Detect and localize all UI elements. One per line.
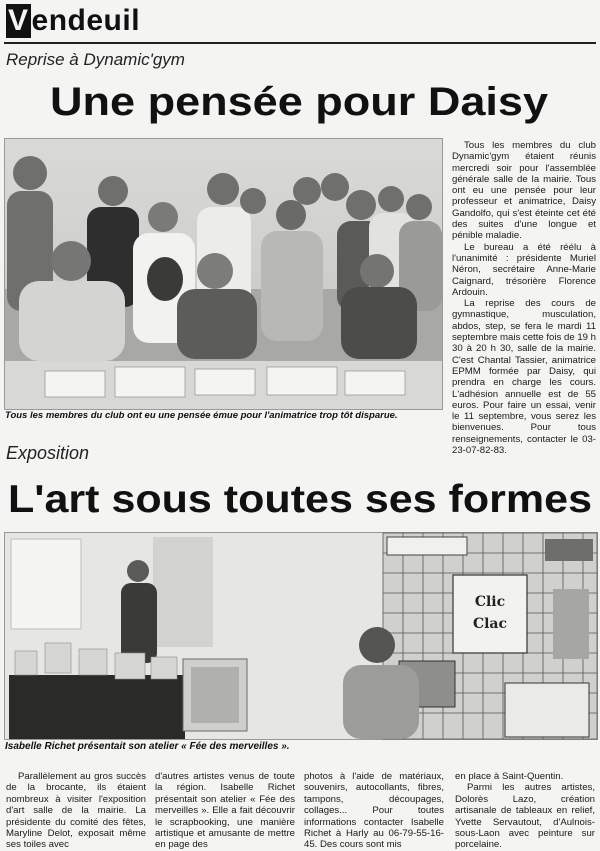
article1-caption: Tous les membres du club ont eu une pensée émue pour l'animatrice trop tôt disparue. <box>5 410 398 421</box>
article2-column-3 <box>304 771 444 851</box>
article2-paragraph: Parmi les autres artistes, Dolorès Lazo, création artisanale de tableaux en relief, Yvette Servautout, d'Aulnois-sous-Laon avec peinture sur porcelaine. <box>455 782 595 851</box>
article2-paragraph: Parallèlement au gros succès de la brocante, ils étaient nombreux à visiter l'exposition d'art salle de la mairie. La présidente du comité des fêtes, Maryline Delot, exposait même ses toiles avec <box>6 771 146 851</box>
article1-paragraph: Tous les membres du club Dynamic'gym étaient réunis mercredi soir pour l'assemblée générale salle de la mairie. Tous ont eu une pensée pour leur professeur et animatrice, Daisy Gandolfo, qui s'est éteinte cet été des suites d'une longue et pénible maladie. <box>452 140 596 242</box>
article2-photo <box>4 532 598 740</box>
article2-paragraph: en place à Saint-Quentin. <box>455 771 564 782</box>
group-photo-illustration <box>5 139 442 409</box>
sign-clic-clac: Clic Clac <box>472 594 508 632</box>
article2-caption: Isabelle Richet présentait son atelier « Fée des merveilles ». <box>5 741 290 752</box>
article1-paragraph: Le bureau a été réélu à l'unanimité : présidente Muriel Néron, secrétaire Anne-Marie Caignard, trésorière Florence Ardouin. <box>452 241 596 298</box>
town-title <box>6 4 140 38</box>
article2-column-2 <box>155 771 295 851</box>
article1-headline: Une pensée pour Daisy <box>50 80 548 124</box>
article1-body <box>452 140 596 456</box>
town-title-rest: endeuil <box>31 4 141 37</box>
article2-column-4 <box>455 771 595 851</box>
exhibition-photo-illustration <box>5 533 597 739</box>
masthead-rule <box>4 42 596 44</box>
article1-kicker: Reprise à Dynamic'gym <box>6 50 185 69</box>
article2-paragraph: photos à l'aide de matériaux, souvenirs, autocollants, fibres, tampons, découpages, collages... Pour toutes informations contacter Isabelle Richet à Harly au 06-79-55-16-45. Des cours sont mis <box>304 771 444 851</box>
article2-kicker: Exposition <box>6 443 90 463</box>
town-title-initial: V <box>8 4 29 37</box>
article1-photo <box>4 138 443 410</box>
article2-headline: L'art sous toutes ses formes <box>8 478 592 521</box>
article1-paragraph: La reprise des cours de gymnastique, musculation, abdos, step, se fera le mardi 11 septembre mais cette fois de 19 h 30 à 20 h 30, salle de la mairie. C'est Chantal Tassier, animatrice EPMM formée par Daisy, qui prendra en charge les cours. L'adhésion annuelle est de 55 euros. Pour faire un essai, venir le 11 septembre, vous serez les bienvenues. Pour tous renseignements, contacter le 03-23-07-82-83. <box>452 298 596 457</box>
article2-column-1 <box>6 771 146 851</box>
article2-paragraph: d'autres artistes venus de toute la région. Isabelle Richet présentait son atelier « Fée des merveilles ». Elle a fait découvrir le scrapbooking, une manière artistique et amusante de mettre en page des <box>155 771 295 851</box>
masthead <box>0 0 600 45</box>
